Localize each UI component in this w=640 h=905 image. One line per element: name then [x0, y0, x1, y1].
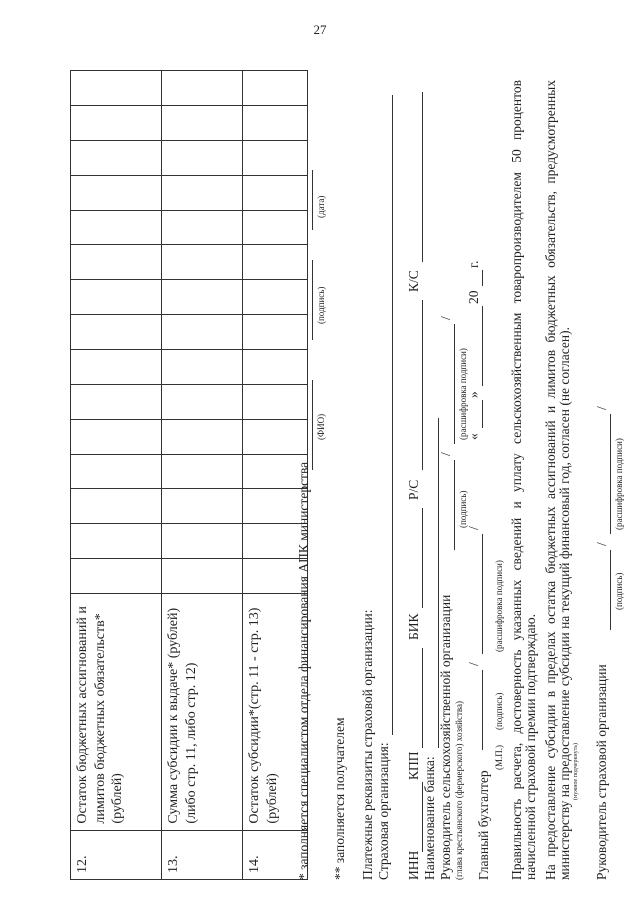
acc-decode-line [482, 534, 483, 654]
value-cell [162, 280, 243, 315]
value-cell [162, 419, 243, 454]
value-cell [162, 454, 243, 489]
slash: / [466, 662, 481, 666]
insurer-head-label: Руководитель страховой организации [594, 664, 609, 880]
rotated-form-sheet [70, 70, 630, 880]
head-sign-line [454, 460, 455, 550]
rs-field-line [422, 300, 423, 470]
value-cell [243, 140, 308, 175]
value-cell [71, 454, 162, 489]
value-cell [243, 245, 308, 280]
mp-hint: (М.П.) [494, 745, 504, 770]
value-cell [71, 71, 162, 106]
slash: / [594, 406, 609, 410]
kpp-label: КПП [406, 751, 421, 780]
value-cell [71, 419, 162, 454]
value-cell [162, 384, 243, 419]
head-decode-hint: (расшифровка подписи) [458, 348, 468, 440]
value-cell [162, 350, 243, 385]
date-line [312, 170, 313, 230]
year-suffix: г. [466, 260, 481, 268]
value-cell [71, 175, 162, 210]
footnote-specialist: * заполняется специалистом отдела финансирования АПК министерства [296, 461, 311, 880]
day-line [482, 400, 483, 428]
fio-hint: (ФИО) [316, 413, 326, 440]
value-cell [162, 140, 243, 175]
sign-hint: (подпись) [316, 286, 326, 324]
value-cell [243, 350, 308, 385]
row-label: Остаток бюджетных ассигнований и лимитов бюджетных обязательств* (рублей) [71, 594, 162, 831]
bik-field-line [422, 508, 423, 608]
accountant-label: Главный бухгалтер [476, 770, 491, 880]
slash: / [438, 452, 453, 456]
ks-field-line [422, 92, 423, 262]
bank-label: Наименование банка: [422, 756, 437, 880]
value-cell [71, 140, 162, 175]
consent-paragraph: На предоставление субсидии в пределах остатка бюджетных ассигнований и лимитов бюджетных обязательств, предусмотренных министерству на предоставление субсидии на текущий финансовый год, согласен (не согласен). [543, 80, 572, 880]
payment-title: Платежные реквизиты страховой организации: [360, 609, 375, 880]
value-cell [243, 71, 308, 106]
value-cell [71, 315, 162, 350]
value-cell [71, 559, 162, 594]
value-cell [243, 175, 308, 210]
value-cell [243, 280, 308, 315]
ks-label: К/С [406, 270, 421, 292]
value-cell [243, 106, 308, 141]
row-number: 14. [243, 830, 308, 879]
value-cell [162, 315, 243, 350]
value-cell [71, 280, 162, 315]
value-cell [162, 210, 243, 245]
row-number: 12. [71, 830, 162, 879]
subsidy-table [70, 70, 308, 880]
quote-close: » [466, 391, 481, 398]
slash: / [466, 526, 481, 530]
row-label: Остаток субсидии*(стр. 11 - стр. 13) (рублей) [243, 594, 308, 831]
inn-label: ИНН [406, 850, 421, 880]
value-cell [71, 245, 162, 280]
value-cell [162, 175, 243, 210]
value-cell [71, 384, 162, 419]
ins-sign-hint: (подпись) [614, 572, 624, 610]
table-row [71, 71, 162, 880]
bik-label: БИК [406, 613, 421, 640]
value-cell [243, 384, 308, 419]
slash: / [594, 542, 609, 546]
acc-sign-line [482, 670, 483, 750]
value-cell [71, 524, 162, 559]
value-cell [162, 489, 243, 524]
value-cell [243, 419, 308, 454]
head-label: Руководитель сельскохозяйственной организации [438, 594, 453, 880]
value-cell [162, 524, 243, 559]
page-number: 27 [313, 22, 327, 37]
fio-line [312, 380, 313, 470]
year-line [482, 270, 483, 286]
kpp-field-line [422, 648, 423, 748]
value-cell [162, 559, 243, 594]
value-cell [71, 350, 162, 385]
value-cell [243, 315, 308, 350]
confirm-paragraph: Правильность расчета, достоверность указанных сведений и уплату сельскохозяйственным товаропроизводителем 50 процентов начисленной страховой премии подтверждаю. [509, 80, 538, 880]
sign-line [312, 260, 313, 340]
table-row [162, 71, 243, 880]
value-cell [162, 71, 243, 106]
value-cell [243, 210, 308, 245]
insurer-field-line [392, 95, 393, 735]
acc-sign-hint: (подпись) [494, 692, 504, 730]
year-prefix: 20 [466, 290, 481, 304]
date-hint: (дата) [316, 195, 326, 218]
value-cell [162, 106, 243, 141]
ins-decode-line [610, 414, 611, 534]
value-cell [71, 210, 162, 245]
head-sign-hint: (подпись) [458, 490, 468, 528]
slash: / [438, 316, 453, 320]
ins-sign-line [610, 550, 611, 630]
month-line [482, 306, 483, 386]
value-cell [162, 245, 243, 280]
consent-hint: (нужное подчеркнуть) [573, 743, 579, 800]
head-decode-line [454, 324, 455, 444]
footnote-recipient: ** заполняется получателем [332, 717, 347, 880]
quote-open: « [466, 433, 481, 440]
head-hint: (глава крестьянского (фермерского) хозяйства) [454, 700, 464, 880]
rs-label: Р/С [406, 479, 421, 500]
row-label: Сумма субсидии к выдаче* (рублей) (либо стр. 11, либо стр. 12) [162, 594, 243, 831]
value-cell [71, 106, 162, 141]
value-cell [71, 489, 162, 524]
ins-decode-hint: (расшифровка подписи) [614, 438, 624, 530]
row-number: 13. [162, 830, 243, 879]
insurer-label: Страховая организация: [376, 742, 391, 880]
acc-decode-hint: (расшифровка подписи) [494, 560, 504, 652]
